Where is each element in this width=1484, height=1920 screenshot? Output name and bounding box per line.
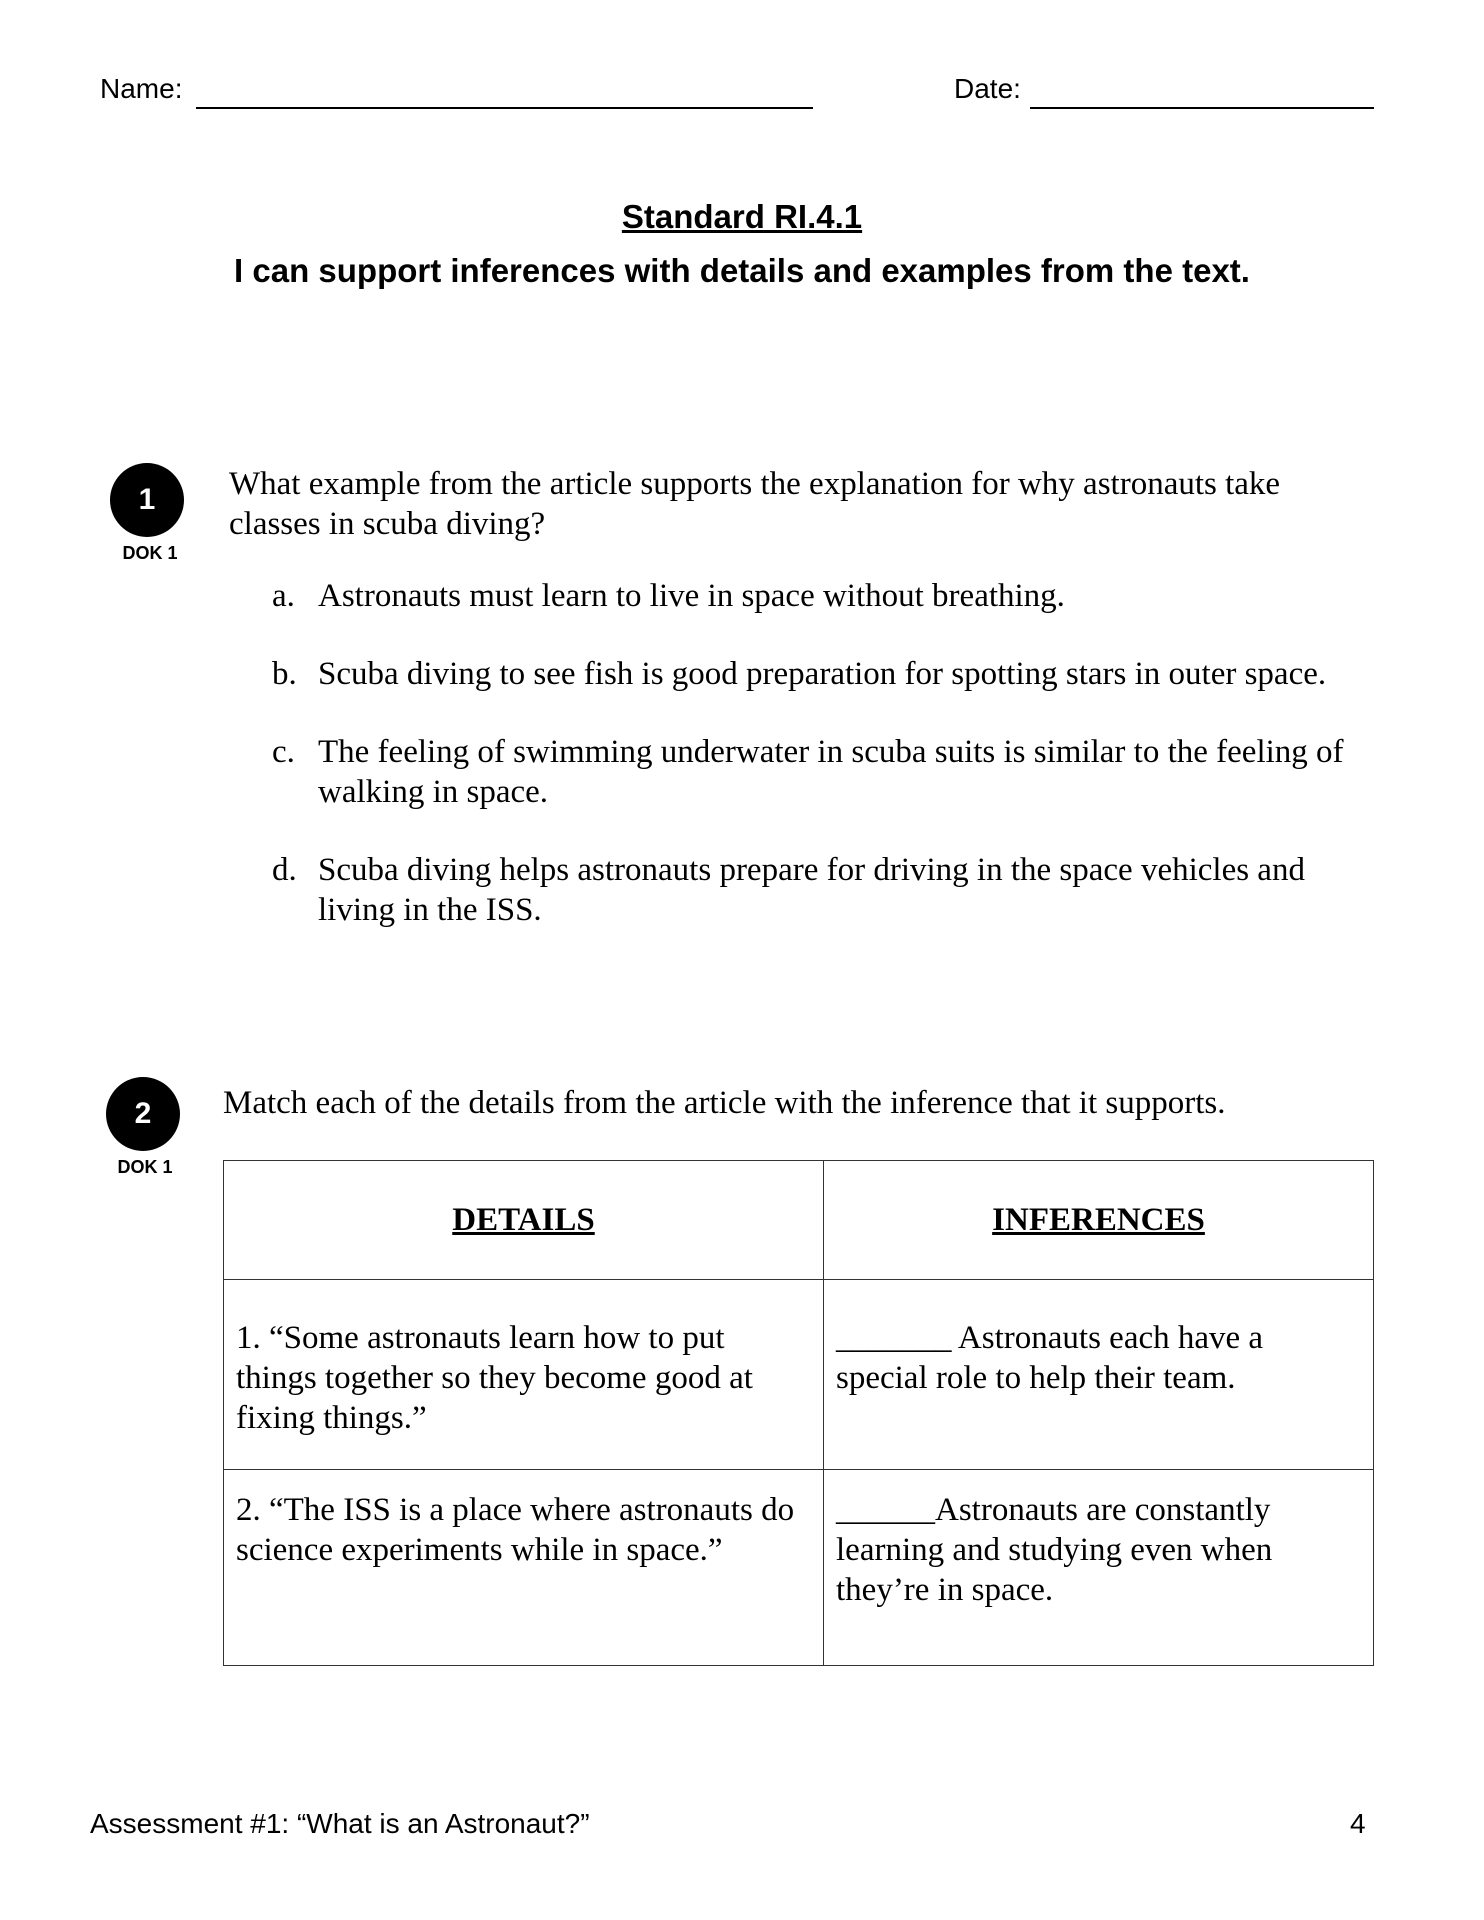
- standard-title: Standard RI.4.1: [621, 198, 863, 235]
- question-number-badge: 2: [106, 1077, 180, 1151]
- inference-cell[interactable]: _______ Astronauts each have a special role to help their team.: [824, 1280, 1374, 1470]
- details-header: DETAILS: [224, 1161, 824, 1280]
- date-field[interactable]: [1030, 107, 1374, 109]
- question-number-badge: 1: [110, 463, 184, 537]
- choice-text: Astronauts must learn to live in space without breathing.: [318, 578, 1065, 614]
- answer-choice-b[interactable]: [272, 654, 1398, 694]
- inferences-header: INFERENCES: [824, 1161, 1374, 1280]
- table-row: [224, 1280, 1374, 1470]
- question-prompt: Match each of the details from the article with the inference that it supports.: [223, 1085, 1226, 1121]
- question-prompt: What example from the article supports the explanation for why astronauts take classes in scuba diving?: [229, 466, 1281, 542]
- answer-choice-c[interactable]: [272, 732, 1358, 812]
- page-number: 4: [1350, 1808, 1366, 1839]
- detail-cell: 1. “Some astronauts learn how to put things together so they become good at fixing things.”: [224, 1280, 824, 1470]
- date-label: Date:: [954, 73, 1021, 104]
- detail-cell: 2. “The ISS is a place where astronauts do science experiments while in space.”: [224, 1470, 824, 1666]
- matching-table: [223, 1160, 1374, 1666]
- choice-letter: a.: [272, 578, 295, 614]
- choice-letter: c.: [272, 734, 295, 770]
- dok-label: DOK 1: [122, 543, 178, 563]
- choice-text: Scuba diving to see fish is good preparation for spotting stars in outer space.: [318, 656, 1327, 692]
- standard-statement: I can support inferences with details and examples from the text.: [234, 252, 1250, 289]
- choice-letter: b.: [272, 656, 297, 692]
- name-field[interactable]: [196, 107, 813, 109]
- table-row: [224, 1470, 1374, 1666]
- dok-label: DOK 1: [117, 1157, 173, 1177]
- choice-text: Scuba diving helps astronauts prepare for driving in the space vehicles and living in the ISS.: [318, 852, 1305, 928]
- footer-assessment-title: Assessment #1: “What is an Astronaut?”: [90, 1808, 590, 1839]
- inference-cell[interactable]: ______Astronauts are constantly learning and studying even when they’re in space.: [824, 1470, 1374, 1666]
- answer-choice-a[interactable]: [272, 576, 1398, 616]
- name-label: Name:: [100, 73, 183, 104]
- answer-choice-d[interactable]: [272, 850, 1358, 930]
- choice-letter: d.: [272, 852, 297, 888]
- choice-text: The feeling of swimming underwater in scuba suits is similar to the feeling of walking in space.: [318, 734, 1344, 810]
